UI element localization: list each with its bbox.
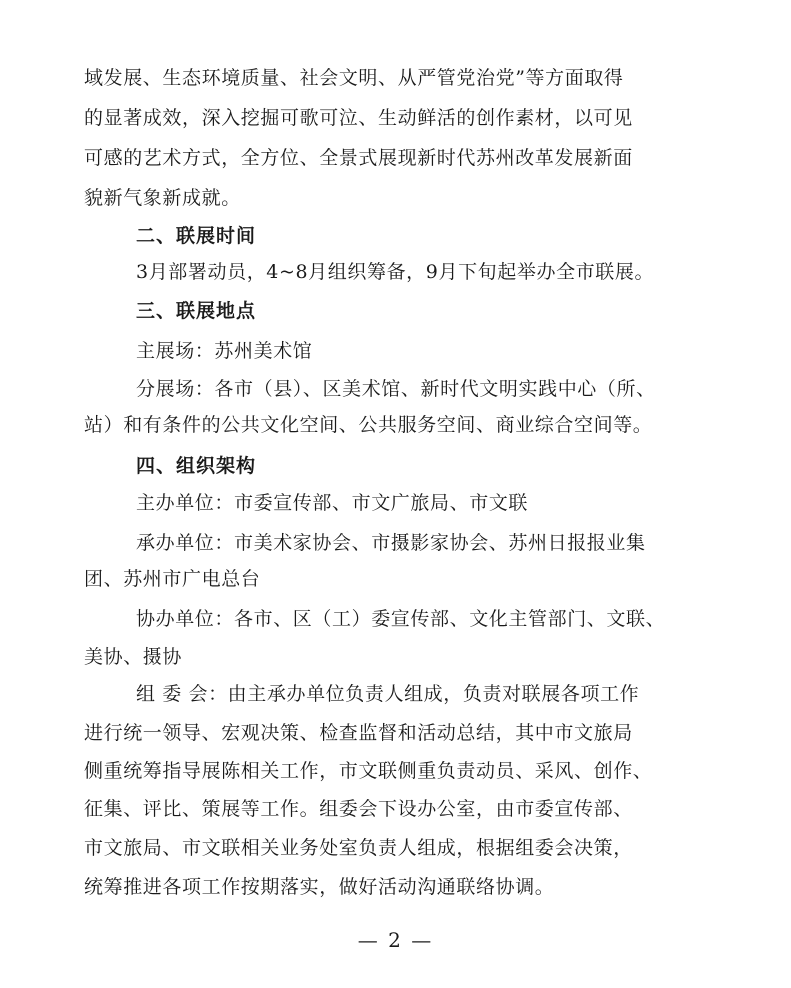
- body-text-line: 侧重统筹指导展陈相关工作，市文联侧重负责动员、采风、创作、: [84, 760, 653, 782]
- body-text-line: 进行统一领导、宏观决策、检查监督和活动总结，其中市文旅局: [84, 722, 633, 744]
- body-text-line: 征集、评比、策展等工作。组委会下设办公室，由市委宣传部、: [84, 798, 633, 820]
- body-text-line: 主办单位：市委宣传部、市文广旅局、市文联: [136, 492, 529, 514]
- section-heading-organization: 四、组织架构: [136, 455, 257, 477]
- body-text-line: 分展场：各市（县）、区美术馆、新时代文明实践中心（所、: [136, 378, 656, 400]
- body-text-line: 站）和有条件的公共文化空间、公共服务空间、商业综合空间等。: [84, 414, 653, 436]
- body-text-line: 团、苏州市广电总台: [84, 568, 261, 590]
- body-text-line: 貌新气象新成就。: [84, 187, 241, 209]
- section-heading-venue: 三、联展地点: [136, 300, 257, 322]
- body-text-line: 协办单位：各市、区（工）委宣传部、文化主管部门、文联、: [136, 608, 666, 630]
- body-text-line: 组 委 会：由主承办单位负责人组成，负责对联展各项工作: [136, 683, 640, 705]
- page-number: — 2 —: [357, 928, 434, 952]
- body-text-line: 的显著成效，深入挖掘可歌可泣、生动鲜活的创作素材，以可见: [84, 107, 633, 129]
- body-text-line: 可感的艺术方式，全方位、全景式展现新时代苏州改革发展新面: [84, 147, 633, 169]
- body-text-line: 承办单位：市美术家协会、市摄影家协会、苏州日报报业集: [136, 532, 646, 554]
- body-text-line: 3月部署动员，4~8月组织筹备，9月下旬起举办全市联展。: [136, 261, 655, 283]
- body-text-line: 主展场：苏州美术馆: [136, 340, 313, 362]
- section-heading-time: 二、联展时间: [136, 225, 257, 247]
- body-text-line: 美协、摄协: [84, 646, 183, 668]
- body-text-line: 域发展、生态环境质量、社会文明、从严管党治党”等方面取得: [84, 67, 624, 89]
- body-text-line: 市文旅局、市文联相关业务处室负责人组成，根据组委会决策，: [84, 837, 633, 859]
- body-text-line: 统筹推进各项工作按期落实，做好活动沟通联络协调。: [84, 876, 555, 898]
